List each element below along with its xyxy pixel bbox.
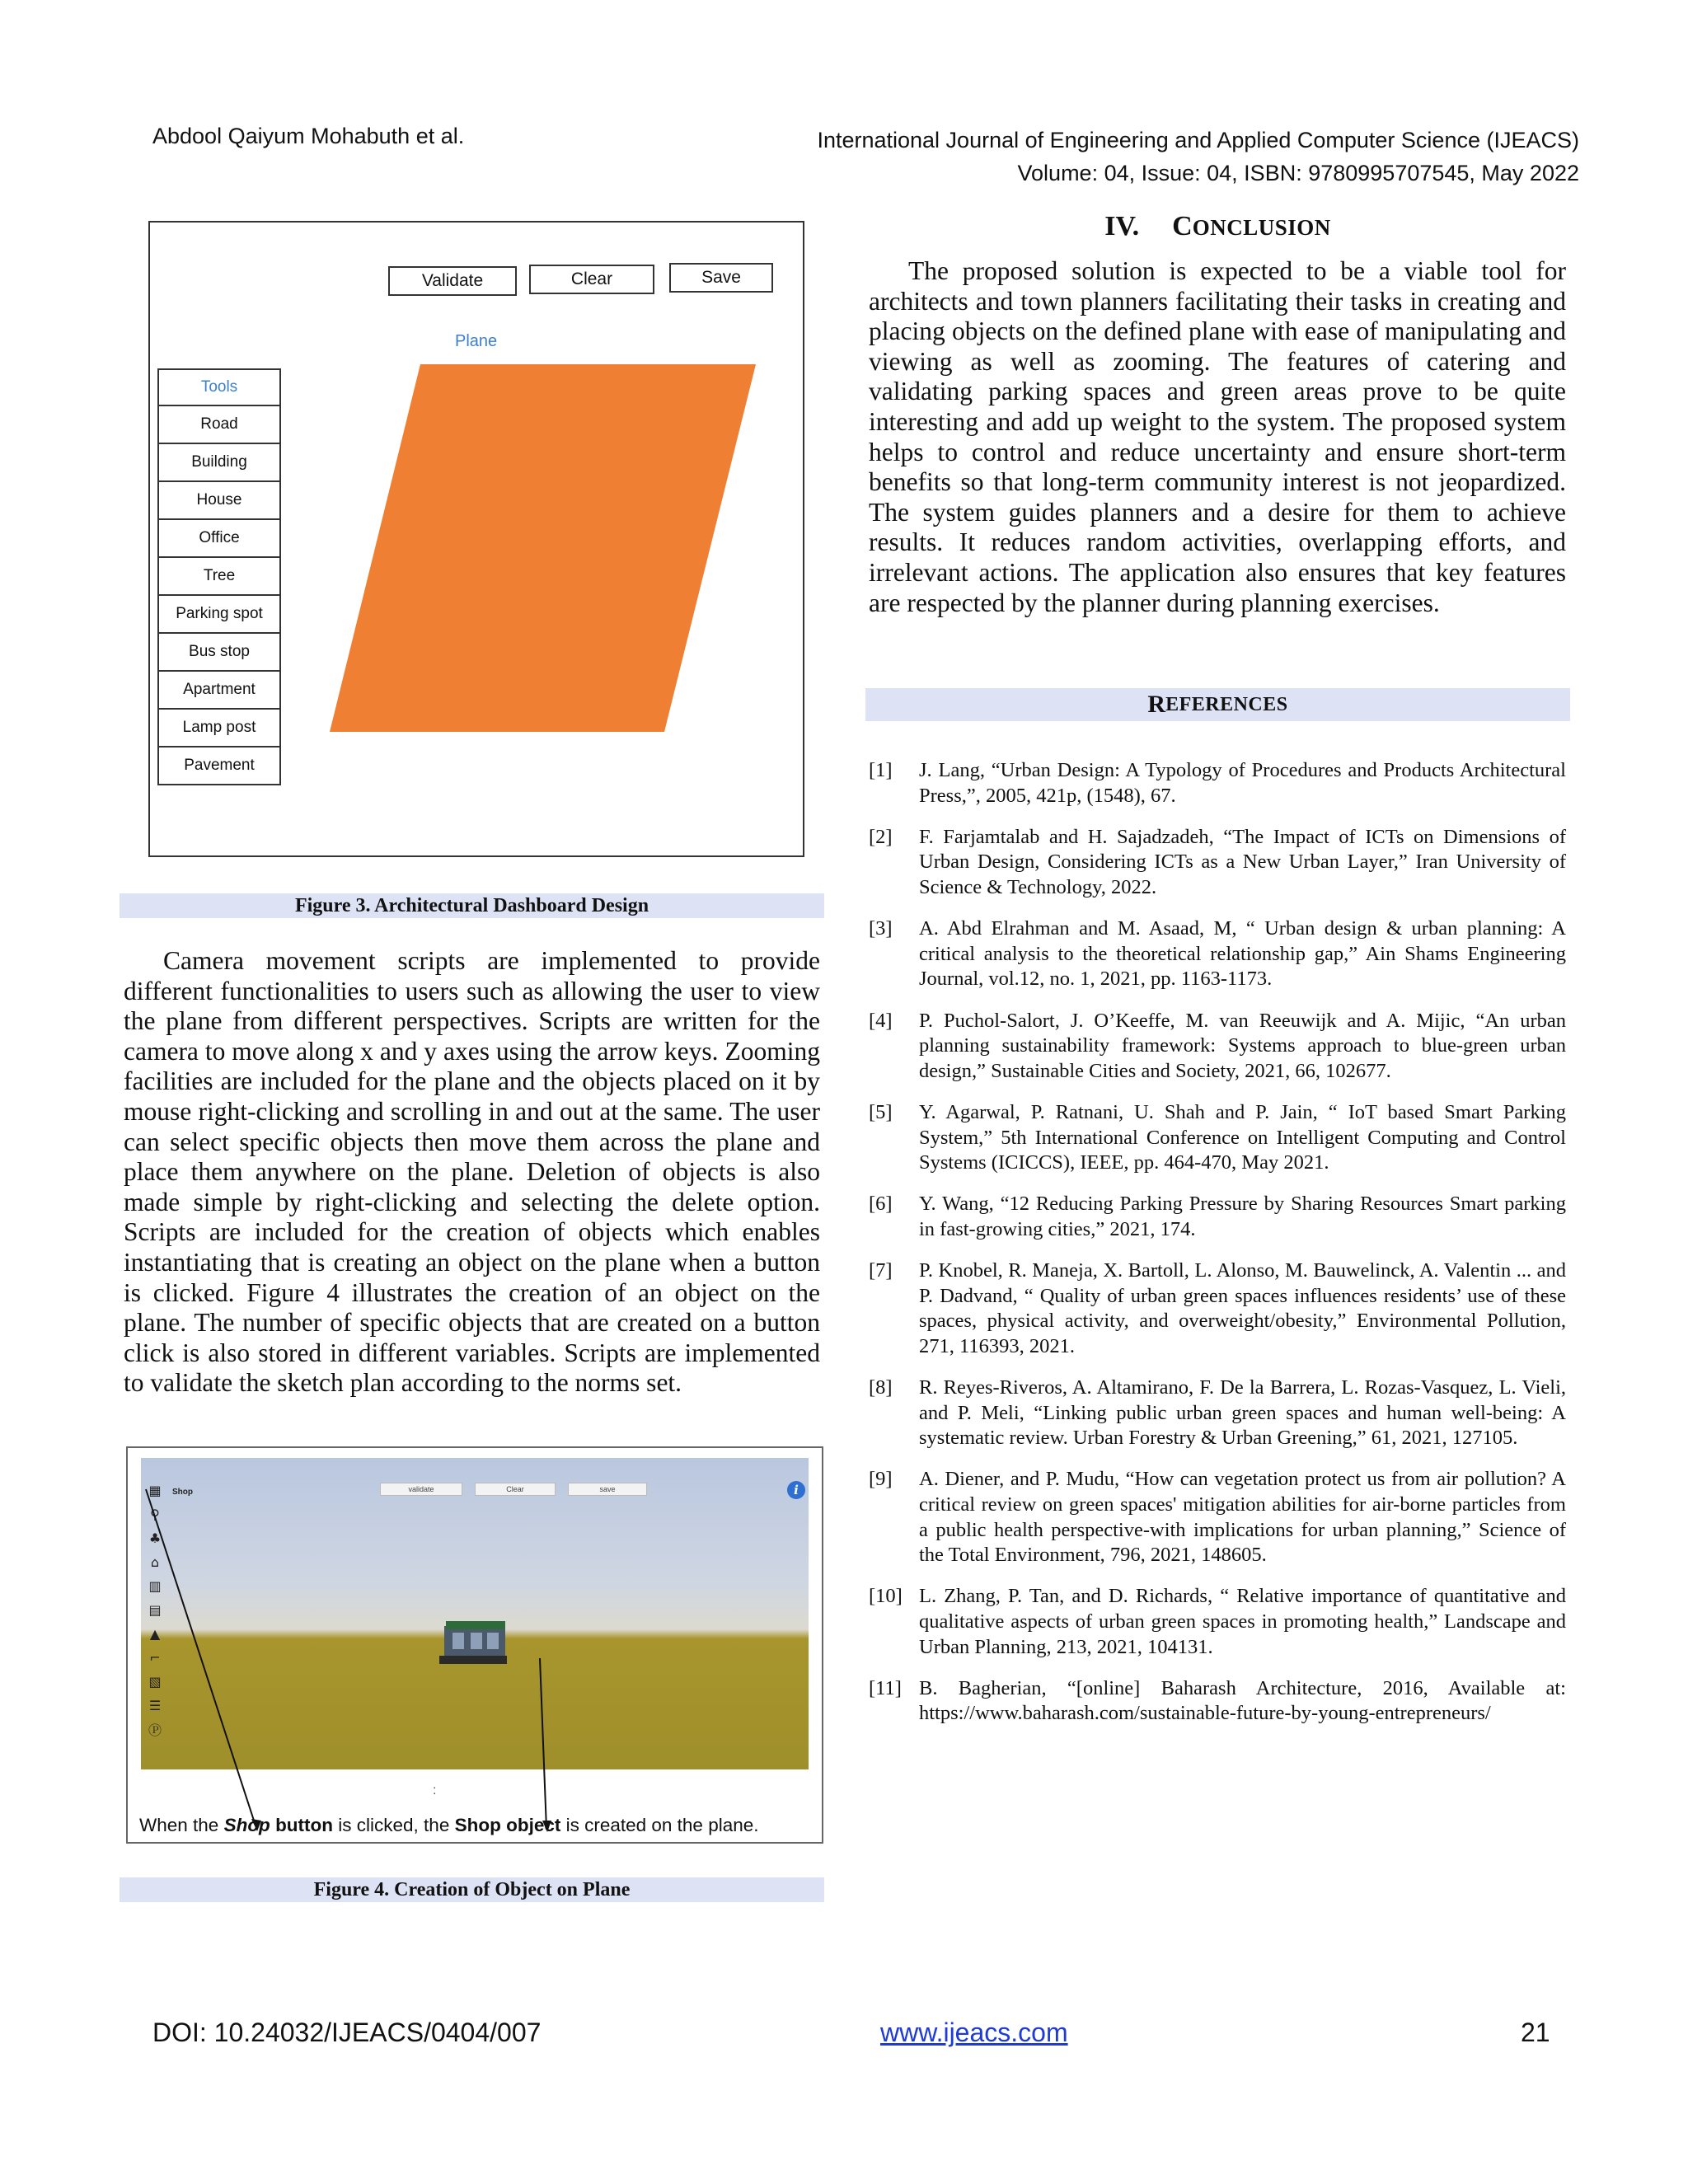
office-icon[interactable]: ▲	[149, 1625, 161, 1642]
info-icon[interactable]: i	[787, 1481, 805, 1499]
arrow-to-shop-button	[146, 1489, 256, 1825]
tools-header: Tools	[157, 368, 281, 406]
references-heading	[865, 688, 1570, 721]
bus-stop-icon[interactable]: ▤	[148, 1601, 162, 1618]
note-object: Shop object	[454, 1815, 561, 1835]
note-prefix: When the	[139, 1815, 224, 1835]
plane-label: Plane	[455, 332, 498, 350]
reference-text: Y. Wang, “12 Reducing Parking Pressure by Sharing Resources Smart parking in fast-growing cities,” 2021, 174.	[919, 1193, 1566, 1240]
tools-panel	[157, 368, 281, 785]
reference-item	[869, 1192, 1566, 1242]
references-title-first: R	[1147, 691, 1166, 718]
tool-pavement-button[interactable]: Pavement	[157, 748, 281, 785]
conclusion-number: IV.	[1104, 211, 1140, 241]
reference-text: A. Diener, and P. Mudu, “How can vegetation protect us from air pollution? A critical review on green spaces' mitigation abilities for air-borne particles from a public health perspective-with implications for urban planning,” Science of the Total Environment, 796, 2021, 148605.	[919, 1468, 1566, 1567]
references-title-rest: EFERENCES	[1165, 693, 1288, 715]
tool-road-button[interactable]: Road	[157, 406, 281, 444]
reference-text: J. Lang, “Urban Design: A Typology of Procedures and Products Architectural Press,”, 2005, 421p, (1548), 67.	[919, 759, 1566, 807]
lamp-post-icon[interactable]: ⚲	[150, 1506, 160, 1522]
tree-icon[interactable]: ♣	[148, 1530, 162, 1546]
arrow-to-shop-object	[540, 1658, 546, 1829]
reference-number: [9]	[869, 1468, 893, 1491]
house-icon[interactable]: ⌂	[150, 1554, 160, 1570]
body-paragraph-left-text: Camera movement scripts are implemented to provide different functionalities to users such as allowing the user to view the plane from different perspectives. Scripts are written for the camera to move along x and y axes using the arrow keys. Zooming facilities are included for the plane and the objects placed on it by mouse right-clicking and scrolling in and out at the same. The user can select specific objects then move them across the plane and place them anywhere on the plane. Deletion of objects is also made simple by right-clicking and selecting the delete option. Scripts are included for the creation of objects which enables instantiating that is creating an object on the plane when a button is clicked. Figure 4 illustrates the creation of an object on the plane. The number of specific objects that are created on a button click is also stored in different variables. Scripts are implemented to validate the sketch plan according to the norms set.	[124, 946, 820, 1398]
tool-office-button[interactable]: Office	[157, 520, 281, 558]
reference-number: [7]	[869, 1259, 893, 1282]
header-volume: Volume: 04, Issue: 04, ISBN: 9780995707545, May 2022	[1017, 161, 1579, 185]
bench-icon[interactable]: ☰	[148, 1697, 162, 1713]
clear-button[interactable]: Clear	[529, 265, 654, 294]
page-number: 21	[1521, 2018, 1550, 2047]
note-suffix: is created on the plane.	[560, 1815, 759, 1835]
reference-text: P. Puchol-Salort, J. O’Keeffe, M. van Reeuwijk and A. Mijic, “An urban planning sustainability framework: Systems approach to blue-green urban design,” Sustainable Cities and Society, 2021, 66, 102677.	[919, 1009, 1566, 1082]
reference-item	[869, 825, 1566, 901]
reference-item	[869, 1584, 1566, 1660]
scene-save-button[interactable]: save	[568, 1483, 647, 1496]
reference-text: B. Bagherian, “[online] Baharash Architecture, 2016, Available at: https://www.baharash.com/sustainable-future-by-young-entrepreneurs/	[919, 1676, 1566, 1725]
conclusion-text: The proposed solution is expected to be a viable tool for architects and town planners facilitating their tasks in creating and placing objects on the defined plane with ease of manipulating and viewing as well as zooming. The features of catering and validating parking spaces and green areas prove to be quite interesting and add up weight to the system. The proposed system helps to control and reduce uncertainty and ensure short-term benefits so that long-term community interest is not jeopardized. The system guides planners and a desire for them to achieve results. It reduces random activities, overlapping efforts, and irrelevant actions. The application also ensures that key features are respected by the planner during planning exercises.	[869, 256, 1566, 617]
reference-item	[869, 1376, 1566, 1451]
save-button[interactable]: Save	[669, 263, 773, 293]
reference-number: [6]	[869, 1193, 893, 1216]
tool-parking-spot-button[interactable]: Parking spot	[157, 596, 281, 634]
reference-number: [11]	[869, 1676, 902, 1699]
tool-building-button[interactable]: Building	[157, 444, 281, 482]
tool-house-button[interactable]: House	[157, 482, 281, 520]
footer-website-link[interactable]: www.ijeacs.com	[880, 2018, 1068, 2047]
figure-4-screenshot	[126, 1446, 823, 1844]
reference-text: L. Zhang, P. Tan, and D. Richards, “ Relative importance of quantitative and qualitative aspects of urban green spaces in promoting health,” Landscape and Urban Planning, 213, 2021, 104131.	[919, 1585, 1566, 1658]
body-paragraph-left	[124, 946, 820, 1399]
tool-tree-button[interactable]: Tree	[157, 558, 281, 596]
conclusion-title-rest: ONCLUSION	[1192, 215, 1331, 240]
note-shop: Shop	[223, 1815, 270, 1835]
scene-validate-button[interactable]: validate	[380, 1483, 462, 1496]
reference-number: [8]	[869, 1376, 893, 1399]
reference-item	[869, 758, 1566, 808]
figure-4-caption: Figure 4. Creation of Object on Plane	[120, 1877, 824, 1902]
reference-number: [10]	[869, 1585, 903, 1608]
header-authors: Abdool Qaiyum Mohabuth et al.	[152, 124, 465, 148]
reference-text: Y. Agarwal, P. Ratnani, U. Shah and P. Jain, “ IoT based Smart Parking System,” 5th International Conference on Intelligent Computing and Control Systems (ICICCS), IEEE, pp. 464-470, May 2021.	[919, 1100, 1566, 1174]
plane-shape	[330, 364, 756, 732]
reference-number: [1]	[869, 759, 893, 781]
header-journal	[817, 124, 1579, 190]
reference-text: R. Reyes-Riveros, A. Altamirano, F. De la Barrera, L. Rozas-Vasquez, L. Vieli, and P. Meli, “Linking public urban green spaces and human well-being: A systematic review. Urban Forestry & Urban Greening,” 61, 2021, 127105.	[919, 1376, 1566, 1450]
conclusion-title-first: C	[1172, 211, 1193, 241]
pavement-icon[interactable]: ▧	[148, 1673, 162, 1690]
validate-button[interactable]: Validate	[388, 266, 517, 296]
parking-icon[interactable]: Ⓟ	[148, 1722, 162, 1738]
reference-number: [5]	[869, 1100, 893, 1123]
shop-label: Shop	[172, 1488, 193, 1497]
scene-clear-button[interactable]: Clear	[475, 1483, 556, 1496]
references-list	[869, 758, 1566, 1743]
tool-bus-stop-button[interactable]: Bus stop	[157, 634, 281, 672]
reference-item	[869, 1467, 1566, 1568]
reference-item	[869, 1100, 1566, 1176]
reference-number: [2]	[869, 825, 893, 848]
reference-item	[869, 1676, 1566, 1727]
footer-doi: DOI: 10.24032/IJEACS/0404/007	[152, 2018, 542, 2047]
tool-lamp-post-button[interactable]: Lamp post	[157, 710, 281, 748]
reference-item	[869, 1009, 1566, 1085]
conclusion-paragraph	[869, 256, 1566, 618]
note-mid: is clicked, the	[333, 1815, 455, 1835]
shop-icon[interactable]: ▦	[148, 1482, 162, 1498]
reference-text: A. Abd Elrahman and M. Asaad, M, “ Urban design & urban planning: A critical analysis to the theoretical relationship gap,” Ain Shams Engineering Journal, vol.12, no. 1, 2021, pp. 1163-1173.	[919, 917, 1566, 991]
apartment-icon[interactable]: ▥	[148, 1577, 162, 1594]
reference-text: P. Knobel, R. Maneja, X. Bartoll, L. Alonso, M. Bauwelinck, A. Valentin ... and P. Dadvand, “ Quality of urban green spaces influences residents’ use of these spaces, physical activity, and overweight/obesity,” Environmental Pollution, 271, 116393, 2021.	[919, 1259, 1566, 1357]
reference-item	[869, 916, 1566, 992]
road-icon[interactable]: ⌐	[149, 1649, 161, 1666]
tool-apartment-button[interactable]: Apartment	[157, 672, 281, 710]
annotation-arrows	[128, 1448, 825, 1845]
figure-3-dashboard	[148, 221, 804, 857]
conclusion-heading	[865, 211, 1570, 242]
reference-item	[869, 1258, 1566, 1359]
header-journal-title: International Journal of Engineering and Applied Computer Science (IJEACS)	[817, 128, 1579, 152]
reference-number: [3]	[869, 917, 893, 940]
figure-3-caption: Figure 3. Architectural Dashboard Design	[120, 893, 824, 918]
note-button: button	[270, 1815, 334, 1835]
reference-number: [4]	[869, 1009, 893, 1032]
separator-colon: :	[433, 1783, 437, 1797]
figure-4-note	[139, 1815, 759, 1836]
reference-text: F. Farjamtalab and H. Sajadzadeh, “The Impact of ICTs on Dimensions of Urban Design, Considering ICTs as a New Urban Layer,” Iran University of Science & Technology, 2022.	[919, 825, 1566, 898]
